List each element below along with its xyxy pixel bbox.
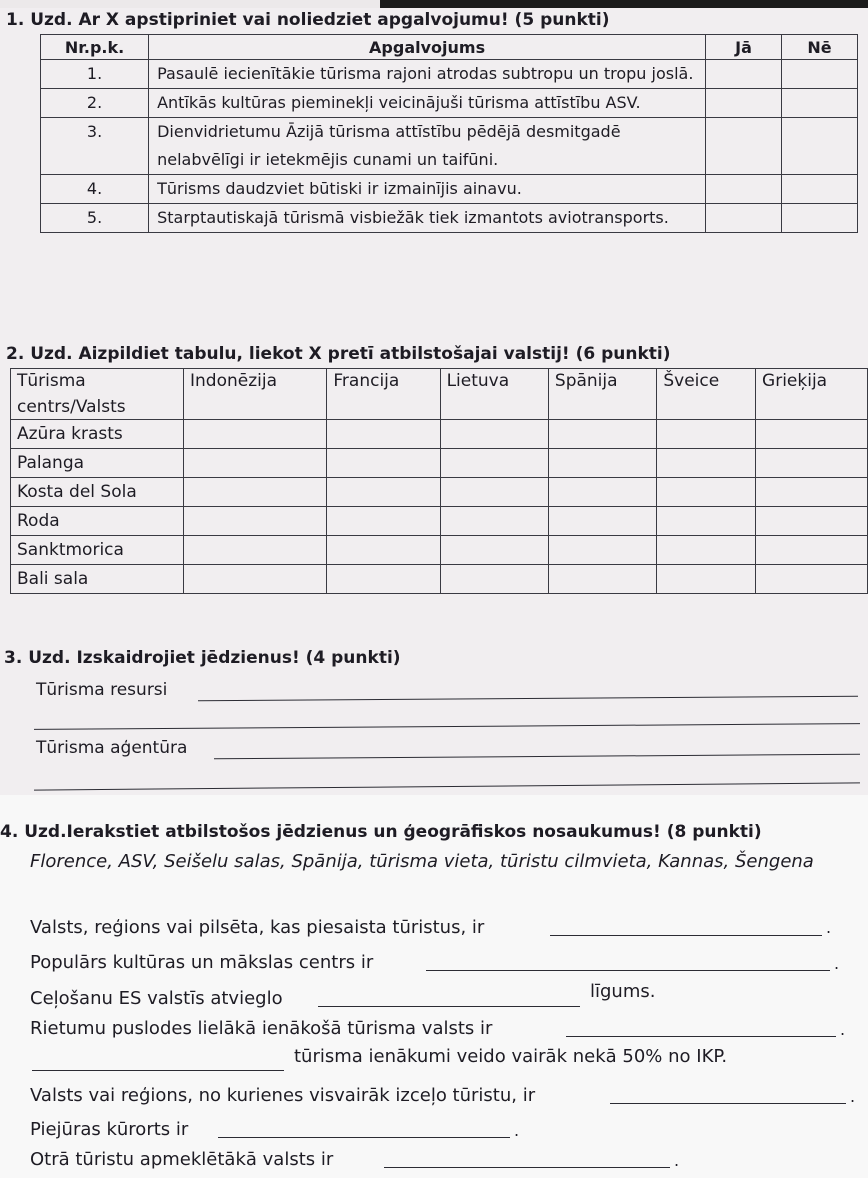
answer-cell[interactable] bbox=[548, 449, 656, 478]
yes-cell[interactable] bbox=[706, 60, 782, 89]
yes-cell[interactable] bbox=[706, 204, 782, 233]
answer-cell[interactable] bbox=[657, 449, 756, 478]
sentence-3-end: līgums. bbox=[590, 981, 656, 1002]
task2-title: 2. Uzd. Aizpildiet tabulu, liekot X pretī atbilstošajai valstij! (6 punkti) bbox=[6, 344, 671, 364]
answer-cell[interactable] bbox=[440, 478, 548, 507]
country-header: Grieķija bbox=[756, 369, 868, 420]
table-row bbox=[11, 507, 868, 536]
answer-cell[interactable] bbox=[440, 420, 548, 449]
table-row bbox=[11, 565, 868, 594]
answer-cell[interactable] bbox=[657, 478, 756, 507]
period-mark: . bbox=[834, 954, 840, 973]
table-row bbox=[41, 118, 858, 175]
answer-cell[interactable] bbox=[756, 565, 868, 594]
statement-text: Starptautiskajā tūrismā visbiežāk tiek izmantots aviotransports. bbox=[149, 204, 706, 233]
center-name: Palanga bbox=[11, 449, 184, 478]
period-mark: . bbox=[674, 1151, 680, 1170]
statement-text: Antīkās kultūras pieminekļi veicinājuši tūrisma attīstību ASV. bbox=[149, 89, 706, 118]
answer-cell[interactable] bbox=[184, 507, 327, 536]
center-name: Kosta del Sola bbox=[11, 478, 184, 507]
answer-cell[interactable] bbox=[184, 449, 327, 478]
answer-cell[interactable] bbox=[657, 536, 756, 565]
no-cell[interactable] bbox=[781, 175, 857, 204]
yes-cell[interactable] bbox=[706, 118, 782, 175]
sentence-2: Populārs kultūras un mākslas centrs ir bbox=[30, 952, 374, 973]
header-statement: Apgalvojums bbox=[149, 35, 706, 60]
task2-header-row bbox=[11, 369, 868, 420]
country-header: Spānija bbox=[548, 369, 656, 420]
center-name: Sanktmorica bbox=[11, 536, 184, 565]
table-row bbox=[41, 89, 858, 118]
row-number: 1. bbox=[41, 60, 149, 89]
sentence-7: Piejūras kūrorts ir bbox=[30, 1119, 189, 1140]
answer-line[interactable] bbox=[550, 935, 822, 936]
answer-cell[interactable] bbox=[327, 565, 440, 594]
row-number: 5. bbox=[41, 204, 149, 233]
period-mark: . bbox=[840, 1020, 846, 1039]
term-label-agency: Tūrisma aģentūra bbox=[36, 738, 188, 758]
sentence-6: Valsts vai reģions, no kurienes visvairāk izceļo tūristu, ir bbox=[30, 1085, 536, 1106]
corner-header bbox=[11, 369, 184, 420]
task3-title: 3. Uzd. Izskaidrojiet jēdzienus! (4 punkti) bbox=[4, 648, 401, 668]
answer-line[interactable] bbox=[426, 970, 830, 971]
answer-cell[interactable] bbox=[184, 565, 327, 594]
table-row bbox=[11, 420, 868, 449]
header-no: Nē bbox=[781, 35, 857, 60]
yes-cell[interactable] bbox=[706, 89, 782, 118]
answer-cell[interactable] bbox=[327, 478, 440, 507]
answer-cell[interactable] bbox=[756, 478, 868, 507]
header-yes: Jā bbox=[706, 35, 782, 60]
answer-cell[interactable] bbox=[548, 478, 656, 507]
answer-cell[interactable] bbox=[184, 478, 327, 507]
answer-cell[interactable] bbox=[756, 449, 868, 478]
no-cell[interactable] bbox=[781, 60, 857, 89]
yes-cell[interactable] bbox=[706, 175, 782, 204]
answer-cell[interactable] bbox=[756, 507, 868, 536]
answer-line[interactable] bbox=[32, 1070, 284, 1071]
answer-line[interactable] bbox=[566, 1036, 836, 1037]
table-row bbox=[41, 175, 858, 204]
answer-cell[interactable] bbox=[327, 449, 440, 478]
answer-cell[interactable] bbox=[184, 536, 327, 565]
row-number: 2. bbox=[41, 89, 149, 118]
table-row bbox=[11, 536, 868, 565]
word-options: Florence, ASV, Seišelu salas, Spānija, tūrisma vieta, tūristu cilmvieta, Kannas, Šengena bbox=[30, 851, 814, 872]
answer-line[interactable] bbox=[218, 1137, 510, 1138]
answer-line[interactable] bbox=[318, 1006, 580, 1007]
period-mark: . bbox=[850, 1087, 856, 1106]
answer-cell[interactable] bbox=[327, 507, 440, 536]
center-name: Roda bbox=[11, 507, 184, 536]
answer-line[interactable] bbox=[384, 1167, 670, 1168]
country-header: Indonēzija bbox=[184, 369, 327, 420]
answer-line[interactable] bbox=[610, 1103, 846, 1104]
task1-table bbox=[40, 34, 858, 233]
row-number: 3. bbox=[41, 118, 149, 175]
corner-label-2: centrs/Valsts bbox=[17, 397, 126, 417]
period-mark: . bbox=[514, 1121, 520, 1140]
country-header: Francija bbox=[327, 369, 440, 420]
period-mark: . bbox=[826, 918, 832, 937]
table-row bbox=[41, 204, 858, 233]
answer-cell[interactable] bbox=[756, 420, 868, 449]
table-row bbox=[11, 478, 868, 507]
answer-cell[interactable] bbox=[548, 420, 656, 449]
answer-cell[interactable] bbox=[657, 507, 756, 536]
top-dark-strip bbox=[380, 0, 868, 8]
sentence-5: tūrisma ienākumi veido vairāk nekā 50% no IKP. bbox=[294, 1046, 728, 1067]
term-label-resources: Tūrisma resursi bbox=[36, 680, 168, 700]
answer-cell[interactable] bbox=[657, 420, 756, 449]
task4-title: 4. Uzd.Ierakstiet atbilstošos jēdzienus un ģeogrāfiskos nosaukumus! (8 punkti) bbox=[0, 822, 762, 842]
answer-cell[interactable] bbox=[440, 507, 548, 536]
answer-cell[interactable] bbox=[440, 536, 548, 565]
answer-cell[interactable] bbox=[548, 536, 656, 565]
no-cell[interactable] bbox=[781, 204, 857, 233]
country-header: Lietuva bbox=[440, 369, 548, 420]
answer-cell[interactable] bbox=[756, 536, 868, 565]
answer-cell[interactable] bbox=[327, 536, 440, 565]
task2-table bbox=[10, 368, 868, 594]
sentence-8: Otrā tūristu apmeklētākā valsts ir bbox=[30, 1149, 334, 1170]
answer-cell[interactable] bbox=[657, 565, 756, 594]
answer-cell[interactable] bbox=[548, 565, 656, 594]
table-row bbox=[41, 60, 858, 89]
sentence-4: Rietumu puslodes lielākā ienākošā tūrisma valsts ir bbox=[30, 1018, 493, 1039]
corner-label-1: Tūrisma bbox=[17, 371, 86, 391]
answer-cell[interactable] bbox=[184, 420, 327, 449]
answer-cell[interactable] bbox=[548, 507, 656, 536]
answer-cell[interactable] bbox=[440, 449, 548, 478]
table-row bbox=[11, 449, 868, 478]
header-number: Nr.p.k. bbox=[41, 35, 149, 60]
answer-cell[interactable] bbox=[327, 420, 440, 449]
center-name: Bali sala bbox=[11, 565, 184, 594]
statement-text: Tūrisms daudzviet būtiski ir izmainījis ainavu. bbox=[149, 175, 706, 204]
statement-text: Dienvidrietumu Āzijā tūrisma attīstību pēdējā desmitgadē nelabvēlīgi ir ietekmējis cunami un taifūni. bbox=[149, 118, 706, 175]
statement-text: Pasaulē iecienītākie tūrisma rajoni atrodas subtropu un tropu joslā. bbox=[149, 60, 706, 89]
task1-header-row bbox=[41, 35, 858, 60]
sentence-3: Ceļošanu ES valstīs atvieglo bbox=[30, 988, 283, 1009]
task1-title: 1. Uzd. Ar X apstipriniet vai noliedziet apgalvojumu! (5 punkti) bbox=[6, 10, 610, 30]
center-name: Azūra krasts bbox=[11, 420, 184, 449]
answer-cell[interactable] bbox=[440, 565, 548, 594]
row-number: 4. bbox=[41, 175, 149, 204]
no-cell[interactable] bbox=[781, 118, 857, 175]
country-header: Šveice bbox=[657, 369, 756, 420]
no-cell[interactable] bbox=[781, 89, 857, 118]
sentence-1: Valsts, reģions vai pilsēta, kas piesaista tūristus, ir bbox=[30, 917, 485, 938]
